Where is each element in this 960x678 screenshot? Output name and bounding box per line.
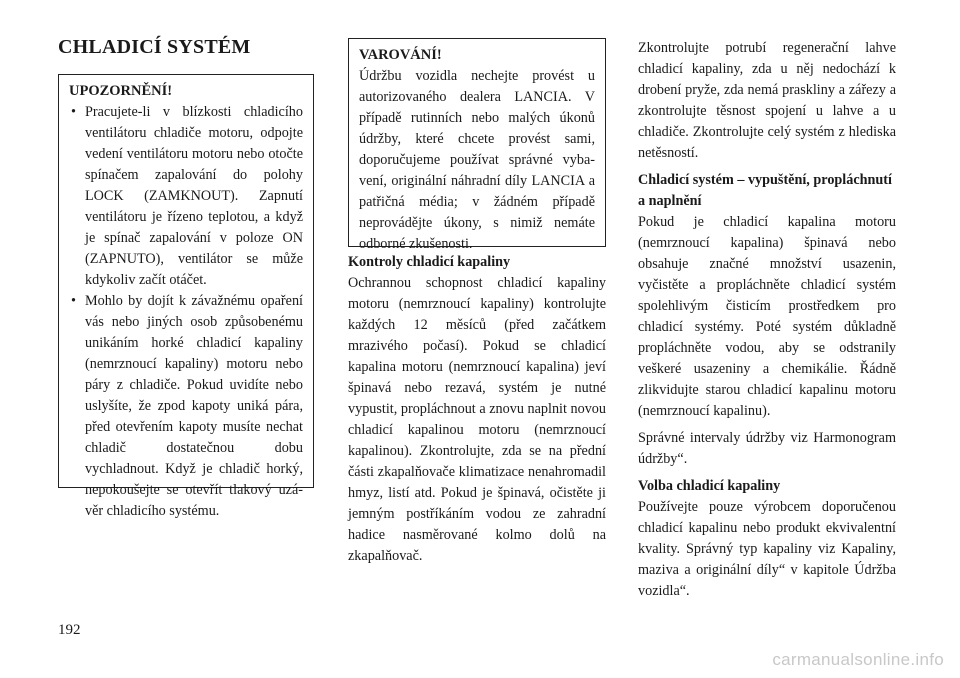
coolant-choice-heading: Volba chladicí kapaliny [638, 478, 781, 494]
watermark: carmanualsonline.info [772, 650, 944, 669]
notice-list [69, 102, 303, 522]
coolant-checks-heading: Kontroly chladicí kapaliny [348, 254, 511, 270]
notice-title: UPOZORNĚNÍ! [69, 83, 173, 99]
maintenance-intervals-text: Správné intervaly údržby viz Harmonogram údržby“. [638, 430, 896, 467]
right-column [638, 38, 896, 608]
notice-item-scalding: • Mohlo by dojít k závažnému opaření vás nebo jiných osob způsobenému unikáním horké chladicí kapaliny (nemrznoucí kapaliny) motoru nebo páry z chladiče. Pokud uvidíte nebo uslyšíte, že zpod kapoty uniká pára, před otevřením kapoty musíte nechat chladič dostatečnou dobu vychladnout. Když je chladič horký, nepokoušejte se otevřít tlakový uzávěr chladicího systému. [69, 291, 303, 522]
notice-box [58, 74, 314, 519]
drain-flush-heading: Chladicí systém – vypuštění, propláchnutí a naplnění [638, 172, 892, 209]
hose-check-paragraph: Zkontrolujte potrubí regenerační lahve chladicí kapaliny, zda u něj nedochází k drobení pryže, zda nemá praskliny a zářezy a zkontrolujte těsnost spojení u lahve a u chladiče. Zkontrolujte celý systém z hlediska netěsností. [638, 40, 896, 161]
coolant-checks-text: Ochrannou schopnost chladicí kapaliny motoru (nemrznoucí kapaliny) kontrolujte každých 12 měsíců (před začátkem mrazivého počasí). Pokud se chladicí kapalina motoru (nemrznoucí kapalina) jeví špinavá nebo rezavá, systém je nutné vypustit, propláchnout a znovu naplnit novou chladicí kapalinou motoru (nemrznoucí kapalinou). Zkontrolujte, zda se na přední části zkapalňovače klimatizace nenahromadil hmyz, listí atd. Pokud je špinavá, očistěte ji jemným postříkáním vodou ze zahradní hadice nasměrované kolmo dolů na zkapalňovač. [348, 275, 606, 564]
drain-flush-text: Pokud je chladicí kapalina motoru (nemrznoucí kapalina) špinavá nebo obsahuje značné množství usazenin, vyčistěte a propláchněte chladicí systém spolehlivým čisticím prostředkem pro chladicí systémy. Poté systém důkladně propláchněte vodou, aby se odstranily veškeré usazeniny a chemikálie. Řádně zlikvidujte starou chladicí kapalinu motoru (nemrznoucí kapalinu). [638, 214, 896, 419]
coolant-choice-text: Používejte pouze výrobcem doporučenou chladicí kapalinu nebo produkt ekvivalentní kvality. Správný typ kapaliny viz Kapaliny, maziva a originální díly“ v kapitole Údržba vozidla“. [638, 499, 896, 599]
warning-title: VAROVÁNÍ! [359, 47, 442, 63]
coolant-checks-section [348, 252, 606, 573]
page-number: 192 [58, 622, 81, 638]
warning-box [348, 38, 606, 252]
notice-item-fan: • Pracujete-li v blízkosti chladicího ventilátoru chladiče motoru, odpojte vedení ventilátoru motoru nebo otočte spínačem zapalování do polohy LOCK (ZAMKNOUT). Zapnutí ventilátoru je řízeno teplotou, a když je spínač zapalování v poloze ON (ZAPNUTO), ventilátor se může kdykoliv začít otáčet. [69, 102, 303, 291]
warning-text: Údržbu vozidla nechejte provést u autorizovaného dealera LANCIA. V případě rutinních nebo malých úkonů údržby, které chcete provést sami, doporučujeme používat správné vybavení, originální náhradní díly LANCIA a patřičná média; v žádném případě neprovádějte úkony, s nimiž nemáte odborné zkušenosti. [359, 68, 595, 252]
page-title: CHLADICÍ SYSTÉM [58, 36, 251, 58]
